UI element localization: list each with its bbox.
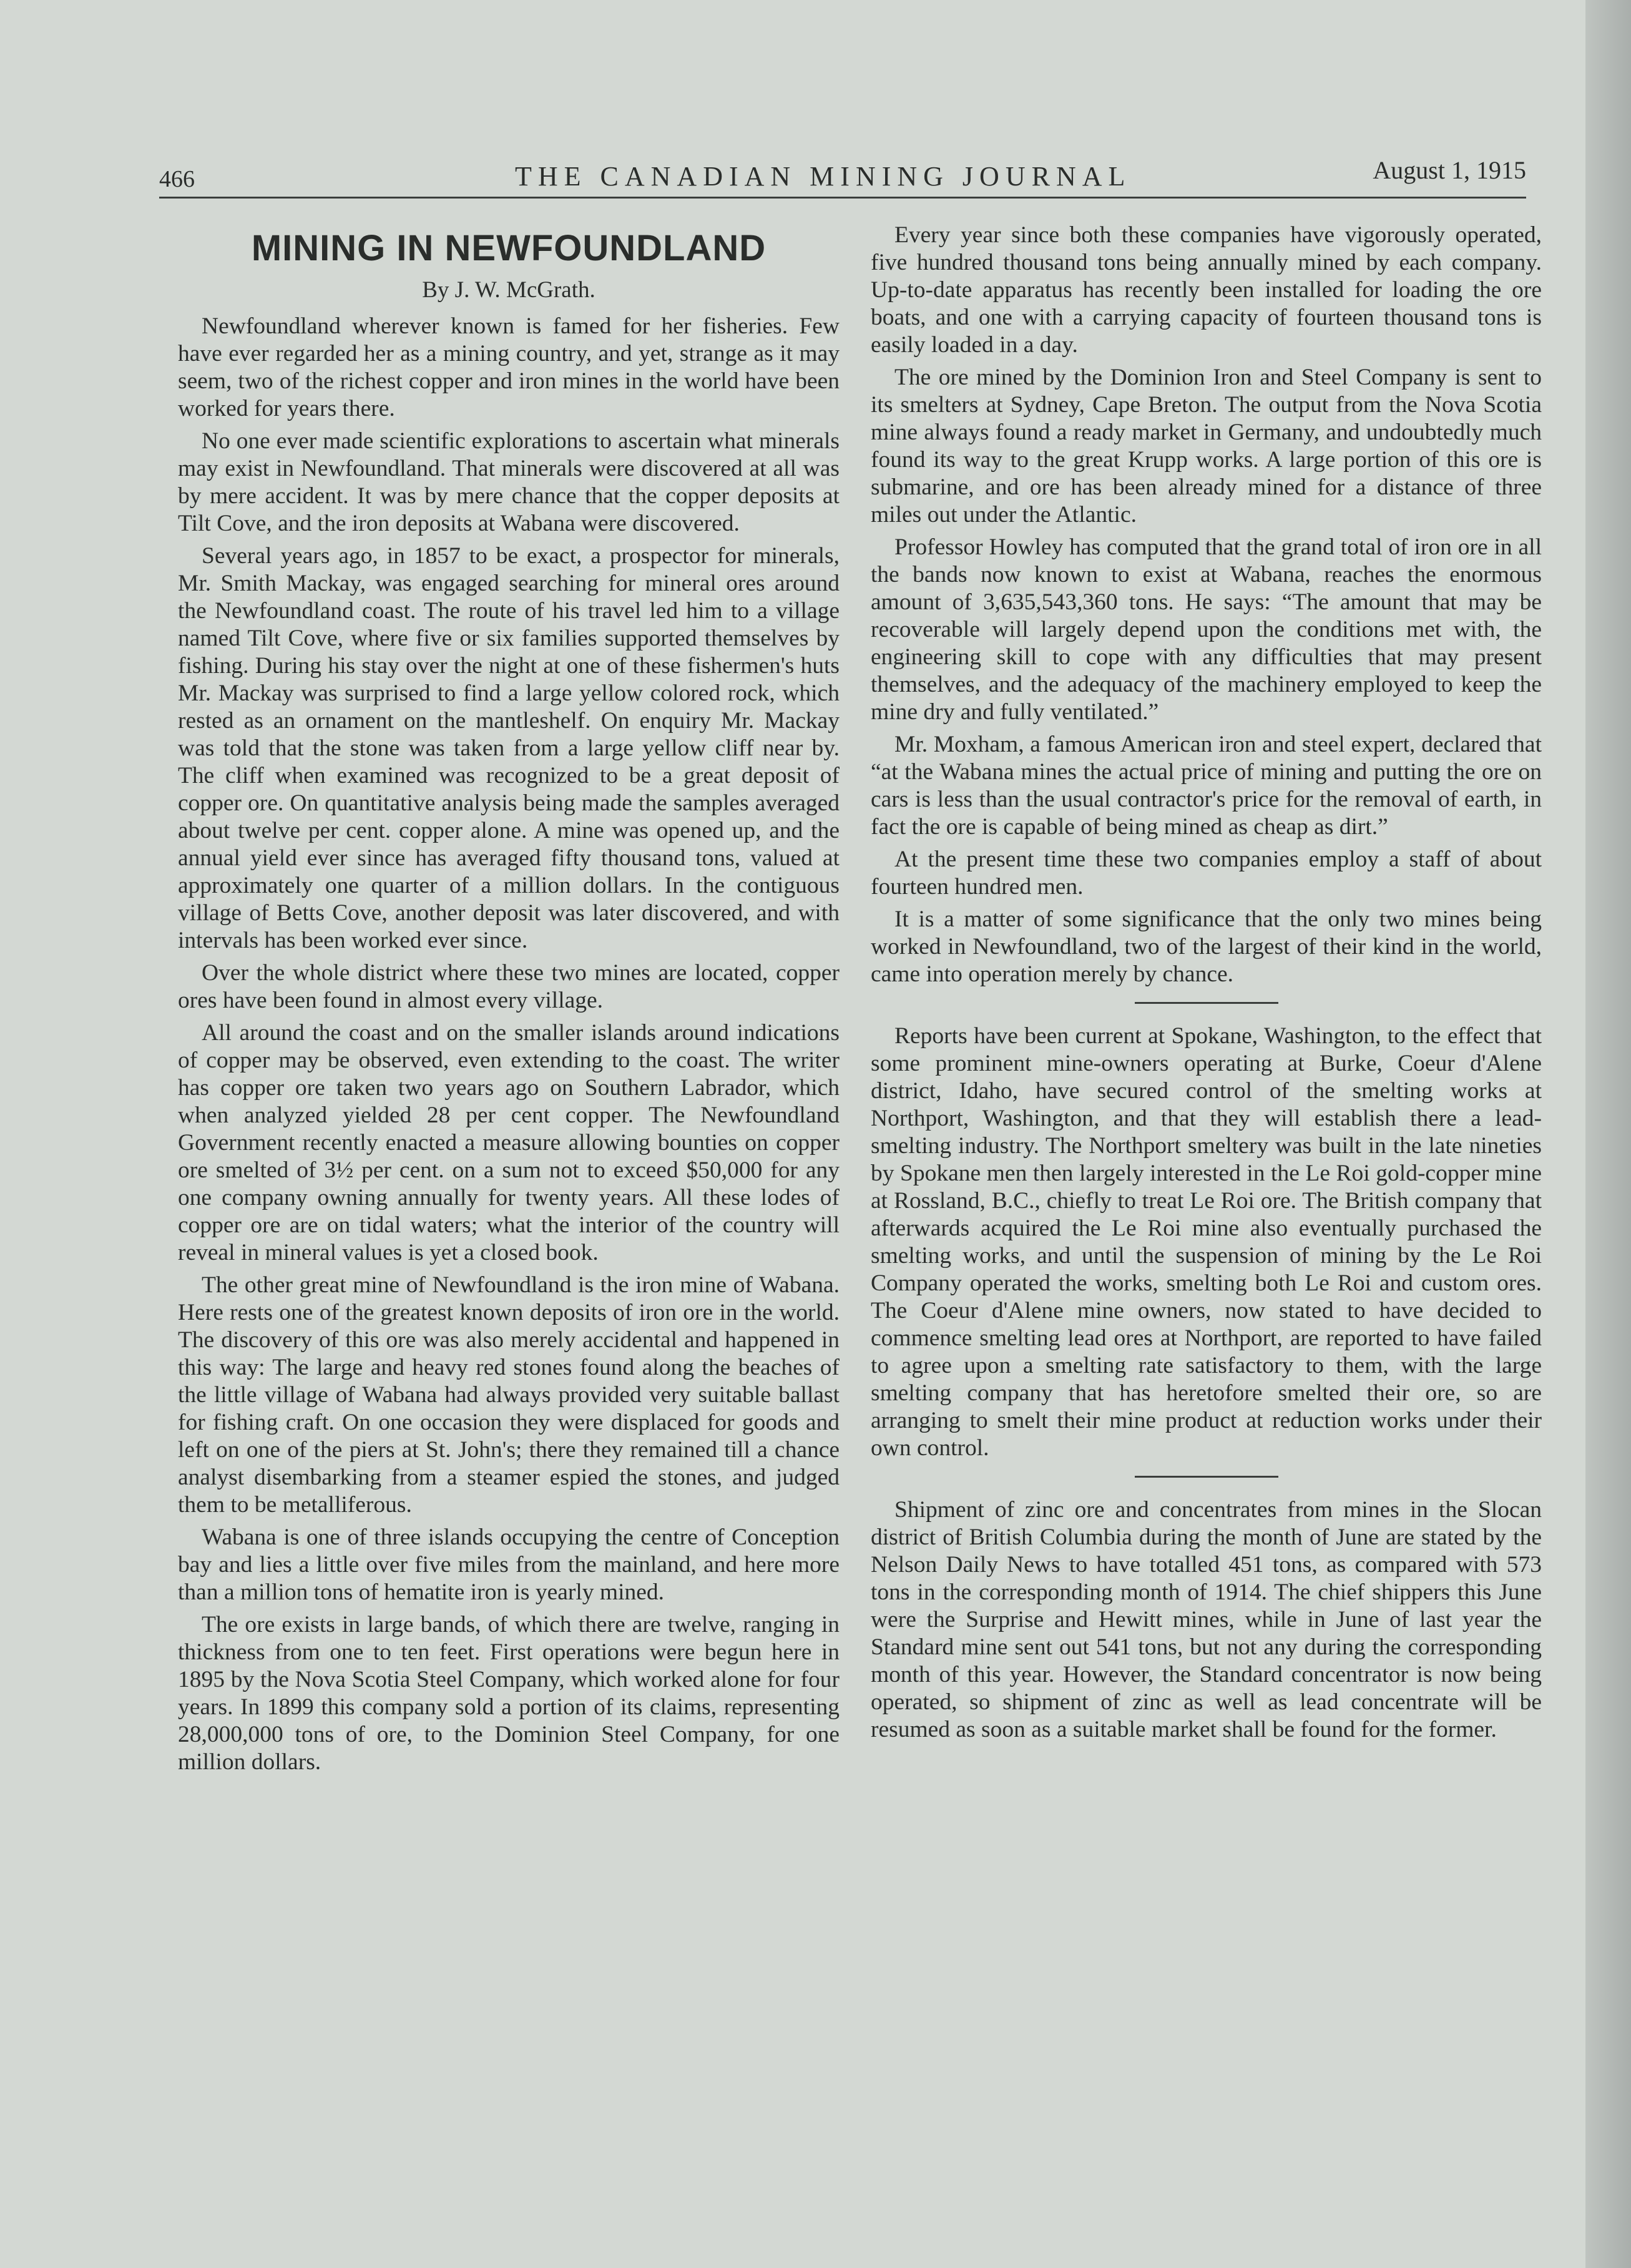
left-column <box>178 222 840 1781</box>
page-header <box>159 153 1526 199</box>
article-byline: By J. W. McGrath. <box>422 277 595 303</box>
article-paragraph: Professor Howley has computed that the grand total of iron ore in all the bands now known to exist at Wabana, reaches the enormous amount of 3,635,543,360 tons. He says: “The amount that may be recoverable will largely depend upon the conditions met with, the engineering skill to cope with any difficulties that may present themselves, and the adequacy of the machinery employed to keep the mine dry and fully ventilated.” <box>871 534 1542 725</box>
article-paragraph: The other great mine of Newfoundland is the iron mine of Wabana. Here rests one of the greatest known deposits of iron ore in the world. The discovery of this ore was also merely accidental and happened in this way: The large and heavy red stones found along the beaches of the little village of Wabana had always provided very suitable ballast for fishing craft. On one occasion they were displaced for goods and left on one of the piers at St. John's; there they remained till a chance analyst disembarking from a steamer espied the stones, and judged them to be metalliferous. <box>178 1272 840 1518</box>
article-paragraph: Several years ago, in 1857 to be exact, a prospector for minerals, Mr. Smith Mackay, was engaged searching for mineral ores around the Newfoundland coast. The route of his travel led him to a village named Tilt Cove, where five or six families supported themselves by fishing. During his stay over the night at one of these fishermen's huts Mr. Mackay was surprised to find a large yellow colored rock, which rested as an ornament on the mantleshelf. On enquiry Mr. Mackay was told that the stone was taken from a large yellow cliff near by. The cliff when examined was recognized to be a great deposit of copper ore. On quantitative analysis being made the samples averaged about twelve per cent. copper alone. A mine was opened up, and the annual yield ever since has averaged fifty thousand tons, valued at approximately one quarter of a million dollars. In the contiguous village of Betts Cove, another deposit was later discovered, and with intervals has been worked ever since. <box>178 543 840 953</box>
article-paragraph: Newfoundland wherever known is famed for her fisheries. Few have ever regarded her as a mining country, and yet, strange as it may seem, two of the richest copper and iron mines in the world have been worked for years there. <box>178 313 840 421</box>
news-note-spokane: Reports have been current at Spokane, Washington, to the effect that some prominent mine-owners operating at Burke, Coeur d'Alene district, Idaho, have secured control of the smelting works at Northport, Washington, and that they will establish there a lead-smelting industry. The Northport smeltery was built in the late nineties by Spokane men then largely interested in the Le Roi gold-copper mine at Rossland, B.C., chiefly to treat Le Roi ore. The British company that afterwards acquired the Le Roi mine also eventually purchased the smelting works, and until the suspension of mining by the Le Roi Company operated the works, smelting both Le Roi and custom ores. The Coeur d'Alene mine owners, now stated to have decided to commence smelting lead ores at Northport, are reported to have failed to agree upon a smelting rate satisfactory to them, with the large smelting company that has heretofore smelted their ore, so are arranging to smelt their mine product at reduction works under their own control. <box>871 1023 1542 1461</box>
article-paragraph: It is a matter of some significance that the only two mines being worked in Newfoundland, two of the largest of their kind in the world, came into operation merely by chance. <box>871 906 1542 987</box>
page-number: 466 <box>159 166 195 192</box>
article-title: MINING IN NEWFOUNDLAND <box>251 228 767 268</box>
article-paragraph: The ore exists in large bands, of which there are twelve, ranging in thickness from one to ten feet. First operations were begun here in 1895 by the Nova Scotia Steel Company, which worked alone for four years. In 1899 this company sold a portion of its claims, representing 28,000,000 tons of ore, to the Dominion Steel Company, for one million dollars. <box>178 1612 840 1775</box>
article-paragraph: Over the whole district where these two mines are located, copper ores have been found in almost every village. <box>178 960 840 1013</box>
article-paragraph: No one ever made scientific explorations to ascertain what minerals may exist in Newfoundland. That minerals were discovered at all was by mere accident. It was by mere chance that the copper deposits at Tilt Cove, and the iron deposits at Wabana were discovered. <box>178 428 840 536</box>
journal-title: THE CANADIAN MINING JOURNAL <box>515 161 1132 192</box>
article-paragraph: Every year since both these companies have vigorously operated, five hundred thousand tons being annually mined by each company. Up-to-date apparatus has recently been installed for loading the ore boats, and one with a carrying capacity of fourteen thousand tons is easily loaded in a day. <box>871 222 1542 358</box>
issue-date: August 1, 1915 <box>1373 156 1526 184</box>
article-paragraph: Wabana is one of three islands occupying the centre of Conception bay and lies a little over five miles from the mainland, and here more than a million tons of hematite iron is yearly mined. <box>178 1524 840 1605</box>
section-divider <box>1135 1476 1278 1478</box>
article-paragraph: Mr. Moxham, a famous American iron and steel expert, declared that “at the Wabana mines the actual price of mining and putting the ore on cars is less than the usual contractor's price for the removal of earth, in fact the ore is capable of being mined as cheap as dirt.” <box>871 732 1542 840</box>
article-paragraph: At the present time these two companies employ a staff of about fourteen hundred men. <box>871 847 1542 900</box>
article-paragraph: The ore mined by the Dominion Iron and Steel Company is sent to its smelters at Sydney, Cape Breton. The output from the Nova Scotia mine always found a ready market in Germany, and undoubtedly much found its way to the great Krupp works. A large portion of this ore is submarine, and ore has been already mined for a distance of three miles out under the Atlantic. <box>871 365 1542 528</box>
page-edge <box>1585 0 1631 2268</box>
section-divider <box>1135 1002 1278 1004</box>
article-paragraph: All around the coast and on the smaller islands around indications of copper may be observed, even extending to the coast. The writer has copper ore taken two years ago on Southern Labrador, which when analyzed yielded 28 per cent copper. The Newfoundland Government recently enacted a measure allowing bounties on copper ore smelted of 3½ per cent. on a sum not to exceed $50,000 for any one company owning annually for twenty years. All these lodes of copper ore are on tidal waters; what the interior of the country will reveal in mineral values is yet a closed book. <box>178 1020 840 1265</box>
right-column <box>871 222 1542 1749</box>
news-note-zinc-shipments: Shipment of zinc ore and concentrates from mines in the Slocan district of British Columbia during the month of June are stated by the Nelson Daily News to have totalled 451 tons, as compared with 573 tons in the corresponding month of 1914. The chief shippers this June were the Surprise and Hewitt mines, while in June of last year the Standard mine sent out 541 tons, but not any during the corresponding month of this year. However, the Standard concentrator is now being operated, so shipment of zinc as well as lead concentrate will be resumed as soon as a suitable market shall be found for the former. <box>871 1497 1542 1742</box>
